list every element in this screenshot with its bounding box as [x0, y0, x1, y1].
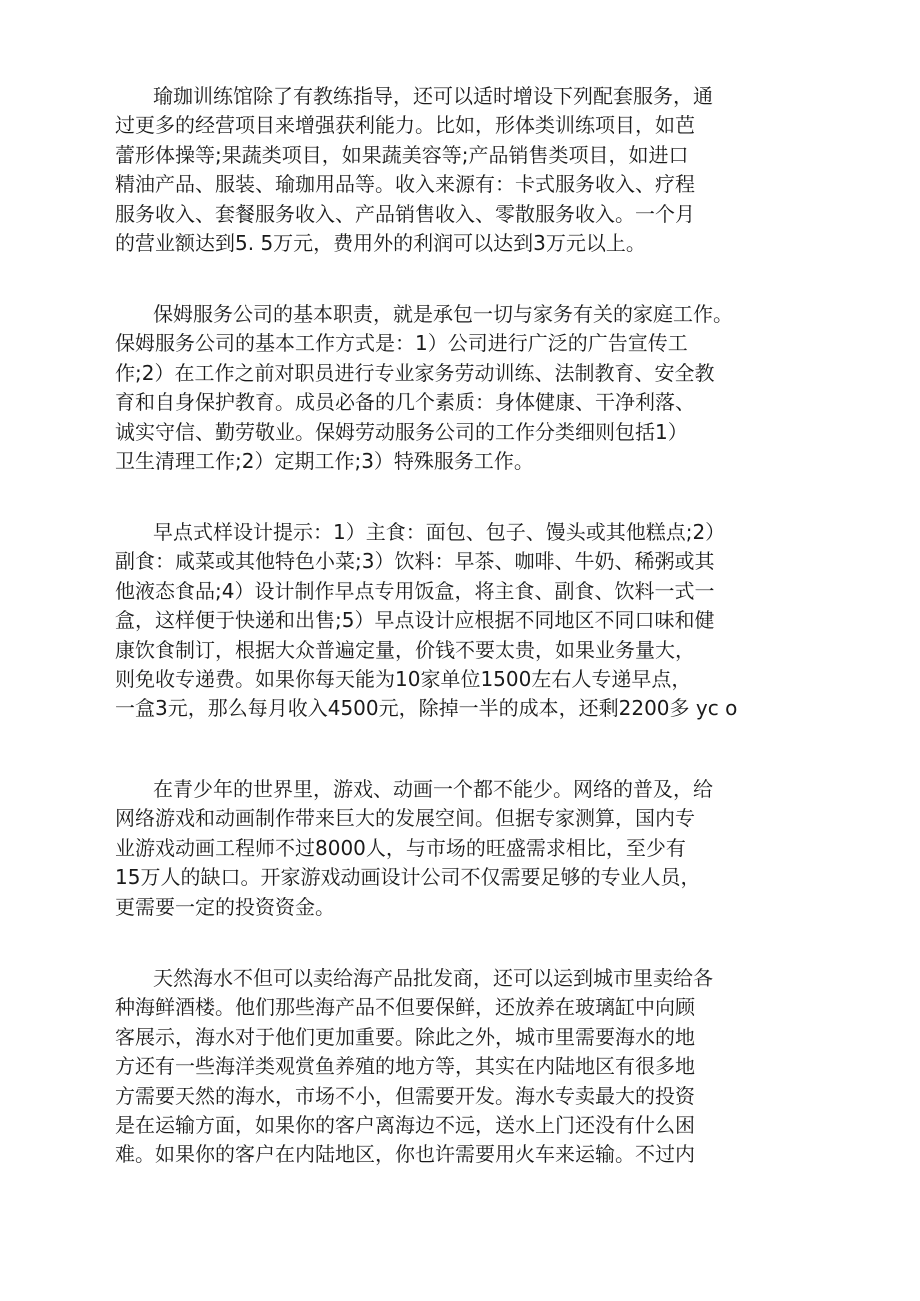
- text-line: 瑜珈训练馆除了有教练指导，还可以适时增设下列配套服务，通: [153, 84, 713, 108]
- text-line: 早点式样设计提示：1）主食：面包、包子、馒头或其他糕点;2）: [153, 520, 726, 544]
- text-line: 15万人的缺口。开家游戏动画设计公司不仅需要足够的专业人员，: [115, 865, 701, 890]
- text-line: 业游戏动画工程师不过8000人，与市场的旺盛需求相比，至少有: [115, 835, 686, 860]
- text-line: 过更多的经营项目来增强获利能力。比如，形体类训练项目，如芭: [115, 113, 695, 138]
- text-line: 网络游戏和动画制作带来巨大的发展空间。但据专家测算，国内专: [115, 806, 695, 831]
- text-line: 则免收专递费。如果你每天能为10家单位1500左右人专递早点，: [115, 666, 692, 691]
- text-line: 在青少年的世界里，游戏、动画一个都不能少。网络的普及，给: [153, 777, 713, 801]
- text-line: 蕾形体操等;果蔬类项目，如果蔬美容等;产品销售类项目，如进口: [115, 142, 689, 167]
- text-line: 方需要天然的海水，市场不小，但需要开发。海水专卖最大的投资: [115, 1083, 695, 1108]
- text-line: 更需要一定的投资资金。: [115, 894, 335, 919]
- text-line: 他液态食品;4）设计制作早点专用饭盒，将主食、副食、饮料一式一: [115, 578, 715, 603]
- text-line: 盒，这样便于快递和出售;5）早点设计应根据不同地区不同口味和健: [115, 608, 715, 633]
- text-line: 天然海水不但可以卖给海产品批发商，还可以运到城市里卖给各: [153, 966, 713, 990]
- paragraph-nanny-service: [115, 300, 795, 476]
- paragraph-yoga-studio: [115, 82, 795, 258]
- text-line: 育和自身保护教育。成员必备的几个素质：身体健康、干净利落、: [115, 390, 695, 415]
- text-line: 方还有一些海洋类观赏鱼养殖的地方等，其实在内陆地区有很多地: [115, 1054, 695, 1079]
- text-line: 卫生清理工作;2）定期工作;3）特殊服务工作。: [115, 448, 534, 473]
- text-line: 诚实守信、勤劳敬业。保姆劳动服务公司的工作分类细则包括1）: [115, 419, 688, 444]
- text-line: 保姆服务公司的基本职责，就是承包一切与家务有关的家庭工作。: [153, 302, 733, 326]
- paragraph-game-animation: [115, 775, 795, 922]
- text-line: 服务收入、套餐服务收入、产品销售收入、零散服务收入。一个月: [115, 201, 695, 226]
- text-line: 难。如果你的客户在内陆地区，你也许需要用火车来运输。不过内: [115, 1142, 695, 1167]
- text-line: 客展示，海水对于他们更加重要。除此之外，城市里需要海水的地: [115, 1024, 695, 1049]
- text-line: 是在运输方面，如果你的客户离海边不远，送水上门还没有什么困: [115, 1112, 695, 1137]
- text-line: 的营业额达到5. 5万元，费用外的利润可以达到3万元以上。: [115, 230, 646, 255]
- text-line: 一盒3元，那么每月收入4500元，除掉一半的成本，还剩2200多 yc o: [115, 696, 738, 721]
- paragraph-seawater-sales: [115, 964, 795, 1170]
- text-line: 康饮食制订，根据大众普遍定量，价钱不要太贵，如果业务量大，: [115, 637, 695, 662]
- text-line: 保姆服务公司的基本工作方式是：1）公司进行广泛的广告宣传工: [115, 331, 688, 356]
- text-line: 精油产品、服装、瑜珈用品等。收入来源有：卡式服务收入、疗程: [115, 172, 695, 197]
- text-line: 副食：咸菜或其他特色小菜;3）饮料：早茶、咖啡、牛奶、稀粥或其: [115, 549, 715, 574]
- text-line: 种海鲜酒楼。他们那些海产品不但要保鲜，还放养在玻璃缸中向顾: [115, 995, 695, 1020]
- paragraph-breakfast-design: [115, 518, 795, 724]
- text-line: 作;2）在工作之前对职员进行专业家务劳动训练、法制教育、安全教: [115, 360, 715, 385]
